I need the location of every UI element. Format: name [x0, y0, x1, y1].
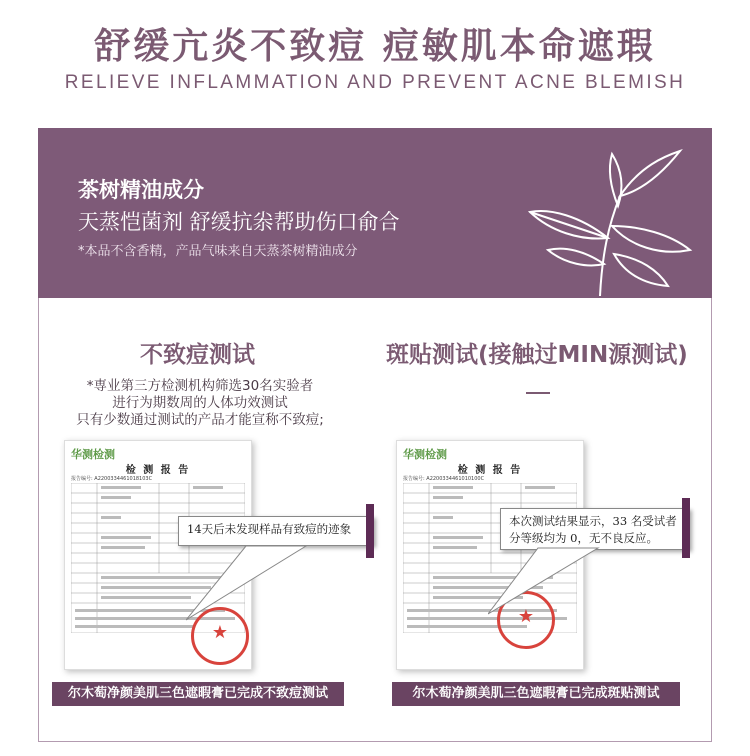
ingredient-band [38, 128, 712, 298]
band-heading: 茶树精油成分 [78, 178, 204, 202]
band-line: 天蒸恺菌剂 舒缓抗尜帮助伤口俞合 [78, 210, 400, 234]
page-title: 舒缓亢炎不致痘 痘敏肌本命遮瑕 [94, 26, 656, 67]
report-title: 检 测 报 告 [125, 465, 191, 476]
star-icon: ★ [517, 606, 535, 627]
callout-pointer [488, 542, 608, 622]
star-icon: ★ [211, 622, 229, 643]
acne-test-title: 不致痘测试 [140, 342, 255, 368]
patch-test-callout: 本次测试结果显示，33 名受试者 分等级均为 0，无不良反应。 [500, 508, 690, 550]
acne-test-caption: 尔木萄净颜美肌三色遮暇膏已完成不致痘测试 [52, 682, 344, 706]
report-logo: 华测检测 [71, 448, 115, 461]
acne-test-callout: 14天后未发现样品有致痘的迹象 [178, 516, 374, 546]
title-divider [526, 392, 550, 394]
report-logo: 华测检测 [403, 448, 447, 461]
patch-test-title: 斑贴测试(接触过MIN源测试) [386, 342, 688, 368]
band-note: *本品不含香精，产品气味来自天蒸茶树精油成分 [78, 244, 358, 259]
patch-test-caption: 尔木萄净颜美肌三色遮暇膏已完成斑贴测试 [392, 682, 680, 706]
report-number: 报告编号: A2200334461010100C [403, 476, 485, 482]
acne-test-description: *専业第三方检测机构筛选30名实验者 进行为期数周的人体功效测试 只有少数通过测试的产品才能宣称不致痘; [76, 378, 324, 428]
tea-leaf-icon [490, 146, 700, 296]
page-subtitle: RELIEVE INFLAMMATION AND PREVENT ACNE BLEMISH [64, 72, 686, 93]
callout-pointer [186, 540, 326, 630]
report-title: 检 测 报 告 [457, 465, 523, 476]
callout-accent [366, 504, 374, 558]
callout-accent [682, 498, 690, 558]
report-number: 报告编号: A2200334461018103C [71, 476, 153, 482]
